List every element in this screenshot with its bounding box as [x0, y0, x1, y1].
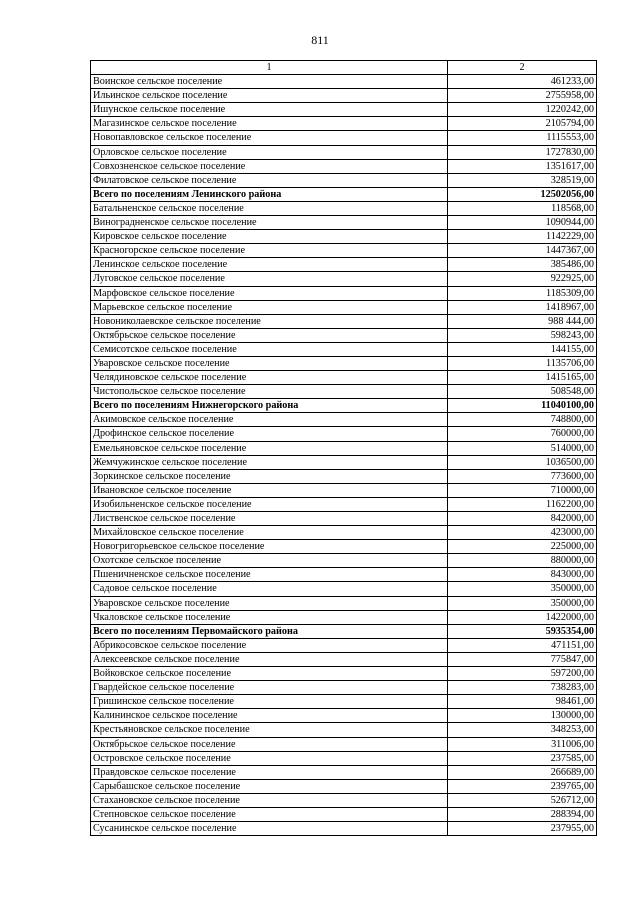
settlement-name-cell: Марфовское сельское поселение — [91, 286, 448, 300]
amount-cell: 775847,00 — [448, 652, 597, 666]
table-row — [91, 75, 597, 89]
table-row — [91, 328, 597, 342]
table-row — [91, 314, 597, 328]
amount-cell: 471151,00 — [448, 638, 597, 652]
amount-cell: 350000,00 — [448, 596, 597, 610]
amount-cell: 988 444,00 — [448, 314, 597, 328]
settlement-name-cell: Семисотское сельское поселение — [91, 342, 448, 356]
table-row — [91, 554, 597, 568]
amount-cell: 288394,00 — [448, 807, 597, 821]
table-row — [91, 526, 597, 540]
amount-cell: 1090944,00 — [448, 216, 597, 230]
settlement-name-cell: Сарыбашское сельское поселение — [91, 779, 448, 793]
settlement-name-cell: Крестьяновское сельское поселение — [91, 723, 448, 737]
settlement-name-cell: Ильинское сельское поселение — [91, 89, 448, 103]
settlement-name-cell: Изобильненское сельское поселение — [91, 497, 448, 511]
table-row — [91, 469, 597, 483]
amount-cell: 118568,00 — [448, 201, 597, 215]
amount-cell: 239765,00 — [448, 779, 597, 793]
settlement-name-cell: Октябрьское сельское поселение — [91, 328, 448, 342]
amount-cell: 922925,00 — [448, 272, 597, 286]
table-row — [91, 681, 597, 695]
table-row — [91, 751, 597, 765]
amount-cell: 12502056,00 — [448, 187, 597, 201]
table-total-row — [91, 187, 597, 201]
settlement-name-cell: Орловское сельское поселение — [91, 145, 448, 159]
table-row — [91, 737, 597, 751]
table-row — [91, 667, 597, 681]
settlement-name-cell: Ишунское сельское поселение — [91, 103, 448, 117]
table-row — [91, 427, 597, 441]
amount-cell: 843000,00 — [448, 568, 597, 582]
table-row — [91, 131, 597, 145]
amount-cell: 11040100,00 — [448, 399, 597, 413]
table-row — [91, 441, 597, 455]
amount-cell: 1036500,00 — [448, 455, 597, 469]
settlement-name-cell: Правдовское сельское поселение — [91, 765, 448, 779]
settlement-name-cell: Дрофинское сельское поселение — [91, 427, 448, 441]
settlement-name-cell: Пшеничненское сельское поселение — [91, 568, 448, 582]
table-row — [91, 709, 597, 723]
amount-cell: 311006,00 — [448, 737, 597, 751]
amount-cell: 2105794,00 — [448, 117, 597, 131]
settlement-name-cell: Совхозненское сельское поселение — [91, 159, 448, 173]
settlement-name-cell: Жемчужинское сельское поселение — [91, 455, 448, 469]
amount-cell: 237955,00 — [448, 822, 597, 836]
settlement-name-cell: Чкаловское сельское поселение — [91, 610, 448, 624]
amount-cell: 1185309,00 — [448, 286, 597, 300]
page-number: 811 — [311, 33, 329, 47]
amount-cell: 130000,00 — [448, 709, 597, 723]
settlement-name-cell: Ивановское сельское поселение — [91, 483, 448, 497]
amount-cell: 597200,00 — [448, 667, 597, 681]
settlement-name-cell: Новогригорьевское сельское поселение — [91, 540, 448, 554]
amount-cell: 1447367,00 — [448, 244, 597, 258]
table-row — [91, 779, 597, 793]
settlement-name-cell: Виноградненское сельское поселение — [91, 216, 448, 230]
table-row — [91, 272, 597, 286]
column-header-name: 1 — [91, 61, 448, 75]
settlement-name-cell: Красногорское сельское поселение — [91, 244, 448, 258]
settlement-name-cell: Алексеевское сельское поселение — [91, 652, 448, 666]
settlement-name-cell: Михайловское сельское поселение — [91, 526, 448, 540]
column-header-amount: 2 — [448, 61, 597, 75]
amount-cell: 1162200,00 — [448, 497, 597, 511]
table-row — [91, 582, 597, 596]
settlement-name-cell: Воинское сельское поселение — [91, 75, 448, 89]
table-row — [91, 793, 597, 807]
amount-cell: 5935354,00 — [448, 624, 597, 638]
settlement-name-cell: Всего по поселениям Нижнегорского района — [91, 399, 448, 413]
settlement-name-cell: Магазинское сельское поселение — [91, 117, 448, 131]
amount-cell: 508548,00 — [448, 385, 597, 399]
table-row — [91, 244, 597, 258]
amount-cell: 1422000,00 — [448, 610, 597, 624]
settlement-name-cell: Войковское сельское поселение — [91, 667, 448, 681]
amount-cell: 526712,00 — [448, 793, 597, 807]
settlement-name-cell: Островское сельское поселение — [91, 751, 448, 765]
table-row — [91, 638, 597, 652]
table-row — [91, 385, 597, 399]
table-row — [91, 652, 597, 666]
settlement-name-cell: Чистопольское сельское поселение — [91, 385, 448, 399]
amount-cell: 144155,00 — [448, 342, 597, 356]
amount-cell: 1135706,00 — [448, 356, 597, 370]
table-row — [91, 258, 597, 272]
settlement-name-cell: Абрикосовское сельское поселение — [91, 638, 448, 652]
amount-cell: 1115553,00 — [448, 131, 597, 145]
settlement-name-cell: Новопавловское сельское поселение — [91, 131, 448, 145]
settlement-name-cell: Новониколаевское сельское поселение — [91, 314, 448, 328]
table-row — [91, 356, 597, 370]
table-total-row — [91, 399, 597, 413]
settlement-name-cell: Луговское сельское поселение — [91, 272, 448, 286]
amount-cell: 1351617,00 — [448, 159, 597, 173]
settlement-name-cell: Уваровское сельское поселение — [91, 356, 448, 370]
amount-cell: 514000,00 — [448, 441, 597, 455]
settlement-name-cell: Степновское сельское поселение — [91, 807, 448, 821]
amount-cell: 423000,00 — [448, 526, 597, 540]
amount-cell: 2755958,00 — [448, 89, 597, 103]
table-row — [91, 596, 597, 610]
amount-cell: 1220242,00 — [448, 103, 597, 117]
settlement-name-cell: Зоркинское сельское поселение — [91, 469, 448, 483]
settlement-name-cell: Уваровское сельское поселение — [91, 596, 448, 610]
table-row — [91, 540, 597, 554]
settlement-name-cell: Стахановское сельское поселение — [91, 793, 448, 807]
amount-cell: 348253,00 — [448, 723, 597, 737]
amount-cell: 1727830,00 — [448, 145, 597, 159]
table-row — [91, 822, 597, 836]
amount-cell: 225000,00 — [448, 540, 597, 554]
settlement-name-cell: Всего по поселениям Первомайского района — [91, 624, 448, 638]
amount-cell: 237585,00 — [448, 751, 597, 765]
settlement-name-cell: Гвардейское сельское поселение — [91, 681, 448, 695]
table-row — [91, 455, 597, 469]
table-row — [91, 159, 597, 173]
amount-cell: 328519,00 — [448, 173, 597, 187]
amount-cell: 1415165,00 — [448, 371, 597, 385]
settlement-name-cell: Лиственское сельское поселение — [91, 512, 448, 526]
settlement-name-cell: Филатовское сельское поселение — [91, 173, 448, 187]
settlement-name-cell: Батальненское сельское поселение — [91, 201, 448, 215]
table-row — [91, 483, 597, 497]
table-row — [91, 413, 597, 427]
settlement-name-cell: Гришинское сельское поселение — [91, 695, 448, 709]
table-row — [91, 230, 597, 244]
amount-cell: 461233,00 — [448, 75, 597, 89]
settlement-name-cell: Емельяновское сельское поселение — [91, 441, 448, 455]
table-row — [91, 103, 597, 117]
table-row — [91, 286, 597, 300]
table-row — [91, 512, 597, 526]
settlement-name-cell: Садовое сельское поселение — [91, 582, 448, 596]
settlements-budget-table — [90, 60, 597, 836]
table-header-row — [91, 61, 597, 75]
table-row — [91, 807, 597, 821]
table-row — [91, 117, 597, 131]
table-body — [91, 75, 597, 836]
settlement-name-cell: Марьевское сельское поселение — [91, 300, 448, 314]
settlement-name-cell: Охотское сельское поселение — [91, 554, 448, 568]
table-row — [91, 89, 597, 103]
table-row — [91, 568, 597, 582]
amount-cell: 1142229,00 — [448, 230, 597, 244]
table-row — [91, 173, 597, 187]
table-row — [91, 497, 597, 511]
table-row — [91, 695, 597, 709]
amount-cell: 710000,00 — [448, 483, 597, 497]
table-row — [91, 371, 597, 385]
table-total-row — [91, 624, 597, 638]
table-row — [91, 300, 597, 314]
amount-cell: 266689,00 — [448, 765, 597, 779]
table-row — [91, 216, 597, 230]
amount-cell: 1418967,00 — [448, 300, 597, 314]
settlement-name-cell: Ленинское сельское поселение — [91, 258, 448, 272]
table-row — [91, 723, 597, 737]
settlement-name-cell: Челядиновское сельское поселение — [91, 371, 448, 385]
amount-cell: 385486,00 — [448, 258, 597, 272]
amount-cell: 350000,00 — [448, 582, 597, 596]
settlement-name-cell: Акимовское сельское поселение — [91, 413, 448, 427]
settlement-name-cell: Сусанинское сельское поселение — [91, 822, 448, 836]
amount-cell: 598243,00 — [448, 328, 597, 342]
settlement-name-cell: Кировское сельское поселение — [91, 230, 448, 244]
amount-cell: 98461,00 — [448, 695, 597, 709]
amount-cell: 748800,00 — [448, 413, 597, 427]
settlement-name-cell: Всего по поселениям Ленинского района — [91, 187, 448, 201]
amount-cell: 773600,00 — [448, 469, 597, 483]
table-row — [91, 201, 597, 215]
table-row — [91, 145, 597, 159]
table-row — [91, 765, 597, 779]
table-row — [91, 610, 597, 624]
amount-cell: 738283,00 — [448, 681, 597, 695]
amount-cell: 760000,00 — [448, 427, 597, 441]
amount-cell: 842000,00 — [448, 512, 597, 526]
settlement-name-cell: Калининское сельское поселение — [91, 709, 448, 723]
amount-cell: 880000,00 — [448, 554, 597, 568]
table-row — [91, 342, 597, 356]
settlement-name-cell: Октябрьское сельское поселение — [91, 737, 448, 751]
